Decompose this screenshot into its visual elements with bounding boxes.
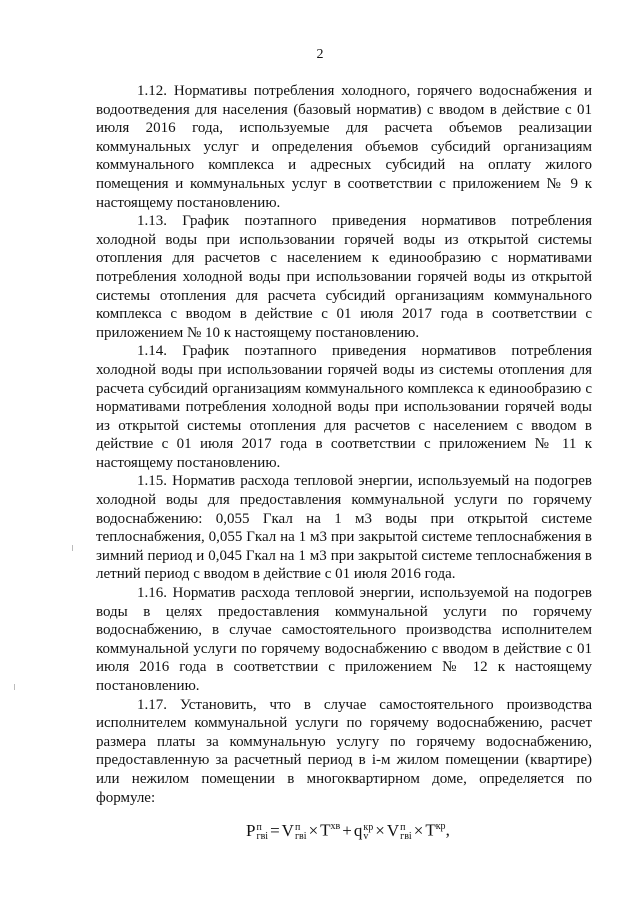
- formula-plus: +: [342, 820, 352, 840]
- formula-term-P: P п гвi: [246, 820, 269, 842]
- paragraph-1-16: 1.16. Норматив расхода тепловой энергии, используемой на подогрев воды в целях предоставления коммунальной услуги по горячему водоснабжению, в случае самостоятельного производства исполнителем коммунальной услуги по горячему водоснабжению с вводом в действие с 01 июля 2016 года в соответствии с приложением № 12 к настоящему постановлению.: [96, 585, 592, 694]
- paragraph-1-17: 1.17. Установить, что в случае самостоятельного производства исполнителем коммунальной услуги по горячему водоснабжению, расчет размера платы за коммунальную услугу по горячему водоснабжению, предоставленную за расчетный период в i-м жилом помещении (квартире) или нежилом помещении в многоквартирном доме, определяется по формуле:: [96, 696, 592, 806]
- formula-comma: ,: [445, 820, 450, 840]
- formula-term-V2: V п гвi: [386, 820, 412, 842]
- formula-times-2: ×: [375, 820, 385, 840]
- formula-term-q: q кр v: [353, 820, 374, 842]
- paragraph-1-13: 1.13. График поэтапного приведения нормативов потребления холодной воды при использовании горячей воды из открытой системы отопления для расчетов с населением к единообразию с нормативами потребления холодной воды при использовании горячей воды из открытой системы отопления для расчета субсидий организациям коммунального комплекса с вводом в действие с 01 июля 2017 года в соответствии с приложением № 10 к настоящему постановлению.: [96, 213, 592, 341]
- scan-margin-mark: [14, 684, 15, 690]
- formula-times-1: ×: [308, 820, 319, 840]
- paragraph-1-15: 1.15. Норматив расхода тепловой энергии, используемый на подогрев холодной воды для предоставления коммунальной услуги по горячему водоснабжению: 0,055 Гкал на 1 м3 воды при открытой системе теплоснабжения, 0,055 Гкал на 1 м3 при закрытой системе теплоснабжения в зимний период и 0,045 Гкал на 1 м3 при закрытой системе теплоснабжения в летний период с вводом в действие с 01 июля 2016 года.: [96, 473, 592, 583]
- page-number: 2: [316, 47, 324, 62]
- document-body: [96, 82, 592, 843]
- formula-term-T2: $T^{кр}$: [425, 820, 446, 840]
- scan-margin-mark: [72, 545, 73, 551]
- formula-times-3: ×: [413, 820, 424, 840]
- formula-term-V1: V п гвi: [281, 820, 307, 842]
- formula-term-T1: $T^{хв}$: [320, 820, 341, 840]
- paragraph-1-12: 1.12. Нормативы потребления холодного, горячего водоснабжения и водоотведения для населения (базовый норматив) с вводом в действие с 01 июля 2016 года, используемые для расчета объемов реализации коммунальных услуг и определения объемов субсидий организациям коммунального комплекса и адресных субсидий на оплату жилого помещения и коммунальных услуг в соответствии с приложением № 9 к настоящему постановлению.: [96, 83, 592, 211]
- payment-formula: [246, 815, 592, 843]
- formula-equals: =: [270, 820, 280, 840]
- paragraph-1-14: 1.14. График поэтапного приведения нормативов потребления холодной воды при использовании горячей воды из системы отопления для расчета субсидий организациям коммунального комплекса к единообразию с нормативами потребления холодной воды при использовании горячей воды из открытой системы отопления для расчетов с населением с вводом в действие с 01 июля 2017 года в соответствии с приложением № 11 к настоящему постановлению.: [96, 343, 592, 471]
